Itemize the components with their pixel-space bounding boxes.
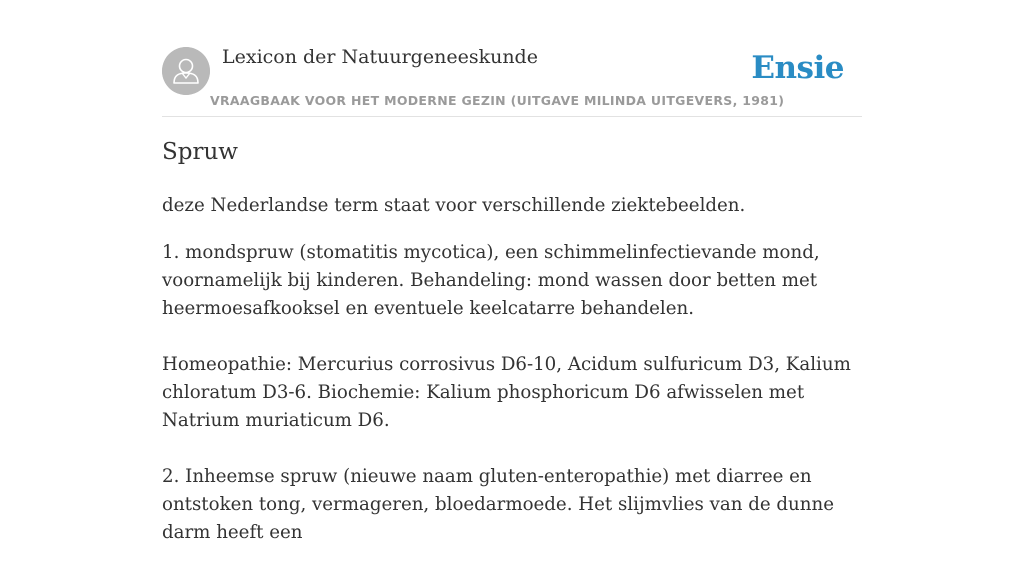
page-content	[162, 0, 862, 543]
source-title[interactable]: Lexicon der Natuurgeneeskunde	[222, 46, 538, 68]
user-icon	[162, 47, 210, 95]
entry-title: Spruw	[162, 139, 238, 165]
entry-intro: deze Nederlandse term staat voor verschillende ziektebeelden.	[162, 195, 746, 216]
ensie-logo-link[interactable]: Ensie	[751, 50, 844, 86]
source-header	[162, 0, 862, 117]
entry-definition: 1. mondspruw (stomatitis mycotica), een schimmelinfectievande mond, voornamelijk bij kinderen. Behandeling: mond wassen door betten met heermoesafkooksel en eventuele keelcatarre behandelen. Homeopathie: Mercurius corrosivus D6-10, Acidum sulfuricum D3, Kalium chloratum D3-6. Biochemie: Kalium phosphoricum D6 afwisselen met Natrium muriaticum D6. 2. Inheemse spruw (nieuwe naam gluten-enteropathie) met diarree en ontstoken tong, vermageren, bloedarmoede. Het slijmvlies van de dunne darm heeft een	[162, 242, 851, 543]
source-subtitle: VRAAGBAAK VOOR HET MODERNE GEZIN (UITGAVE MILINDA UITGEVERS, 1981)	[210, 93, 785, 108]
entry-body	[162, 192, 862, 566]
